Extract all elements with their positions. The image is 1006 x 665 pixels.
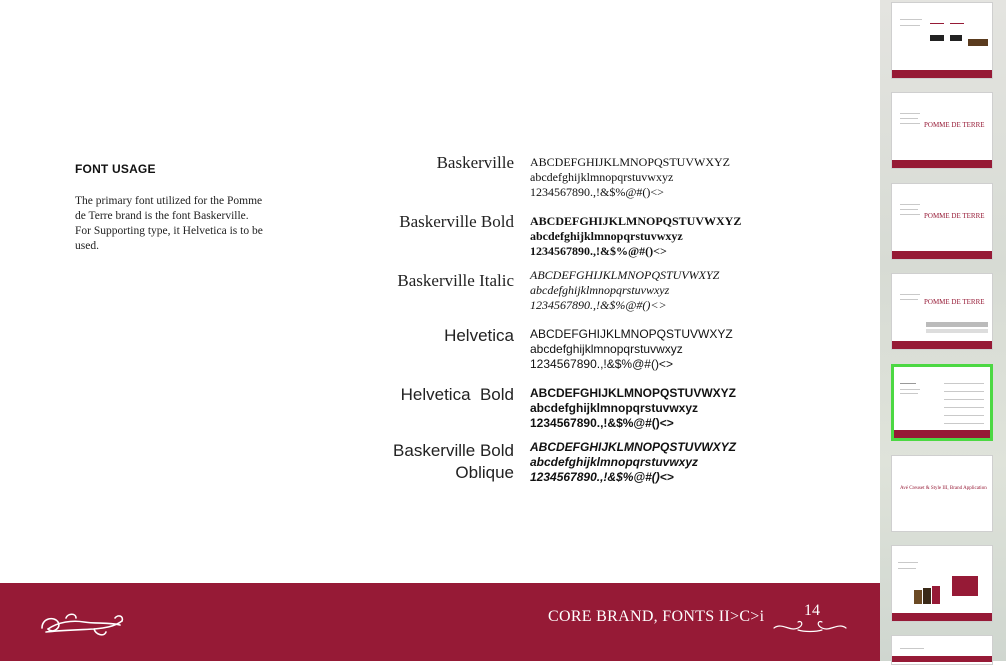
slide-thumbnail-5-selected[interactable]	[891, 364, 993, 441]
sample-lowercase: abcdefghijklmnopqrstuvwxyz	[530, 455, 699, 469]
font-name-line-2: Oblique	[455, 463, 514, 482]
sample-uppercase: ABCDEFGHIJKLMNOPQSTUVWXYZ	[530, 214, 742, 228]
sample-uppercase: ABCDEFGHIJKLMNOPQSTUVWXYZ	[530, 386, 737, 400]
font-sample-baskerville	[530, 155, 730, 200]
footer-title: CORE BRAND, FONTS II>C>i	[548, 608, 765, 625]
sample-numerals: 1234567890.,!&$%@#()<>	[530, 357, 673, 371]
font-name-helvetica-bold: Helvetica Bold	[400, 385, 514, 404]
font-name-baskerville-bold: Baskerville Bold	[399, 212, 514, 231]
sample-uppercase: ABCDEFGHIJKLMNOPQSTUVWXYZ	[530, 327, 733, 341]
sample-numerals: 1234567890.,!&$%@#()<>	[530, 416, 674, 430]
sample-numerals: 1234567890.,!&$%@#()<>	[530, 298, 667, 312]
font-sample-baskerville-bold-oblique	[530, 440, 736, 485]
sample-uppercase: ABCDEFGHIJKLMNOPQSTUVWXYZ	[530, 155, 731, 169]
slide-footer	[0, 583, 880, 661]
sample-lowercase: abcdefghijklmnopqrstuvwxyz	[530, 283, 670, 297]
sample-lowercase: abcdefghijklmnopqrstuvwxyz	[530, 342, 683, 356]
font-sample-helvetica	[530, 327, 733, 372]
sample-numerals: 1234567890.,!&$%@#()<>	[530, 185, 664, 199]
font-sample-baskerville-italic	[530, 268, 719, 313]
font-name-baskerville-bold-oblique	[393, 440, 514, 484]
font-name-line-1: Baskerville Bold	[393, 441, 514, 460]
slide-thumbnail-6[interactable]: Avé Creuset & Style III, Brand Application	[891, 455, 993, 532]
section-body-text: The primary font utilized for the Pomme de Terre brand is the font Baskerville. For Supporting type, it Helvetica is to be used.	[75, 195, 263, 252]
page-number: 14	[804, 602, 820, 619]
slide-thumbnail-7[interactable]	[891, 545, 993, 622]
sample-numerals: 1234567890.,!&$%@#()<>	[530, 470, 674, 484]
slide-thumbnail-4[interactable]: POMME DE TERRE	[891, 273, 993, 350]
sample-lowercase: abcdefghijklmnopqrstuvwxyz	[530, 170, 674, 184]
font-name-helvetica: Helvetica	[444, 326, 514, 345]
sample-lowercase: abcdefghijklmnopqrstuvwxyz	[530, 229, 683, 243]
scroll-ornament-icon	[38, 608, 126, 640]
sample-lowercase: abcdefghijklmnopqrstuvwxyz	[530, 401, 699, 415]
slide-thumbnail-2[interactable]: POMME DE TERRE	[891, 92, 993, 169]
section-heading: FONT USAGE	[75, 162, 156, 176]
font-name-baskerville-italic: Baskerville Italic	[397, 271, 514, 290]
sample-uppercase: ABCDEFGHIJKLMNOPQSTUVWXYZ	[530, 268, 720, 282]
font-name-baskerville: Baskerville	[436, 153, 514, 172]
font-sample-helvetica-bold	[530, 386, 736, 431]
sample-numerals: 1234567890.,!&$%@#()<>	[530, 244, 667, 258]
slide-thumbnail-1[interactable]	[891, 2, 993, 79]
slide-thumbnail-3[interactable]: POMME DE TERRE	[891, 183, 993, 260]
sample-uppercase: ABCDEFGHIJKLMNOPQSTUVWXYZ	[530, 440, 737, 454]
font-sample-baskerville-bold	[530, 214, 741, 259]
